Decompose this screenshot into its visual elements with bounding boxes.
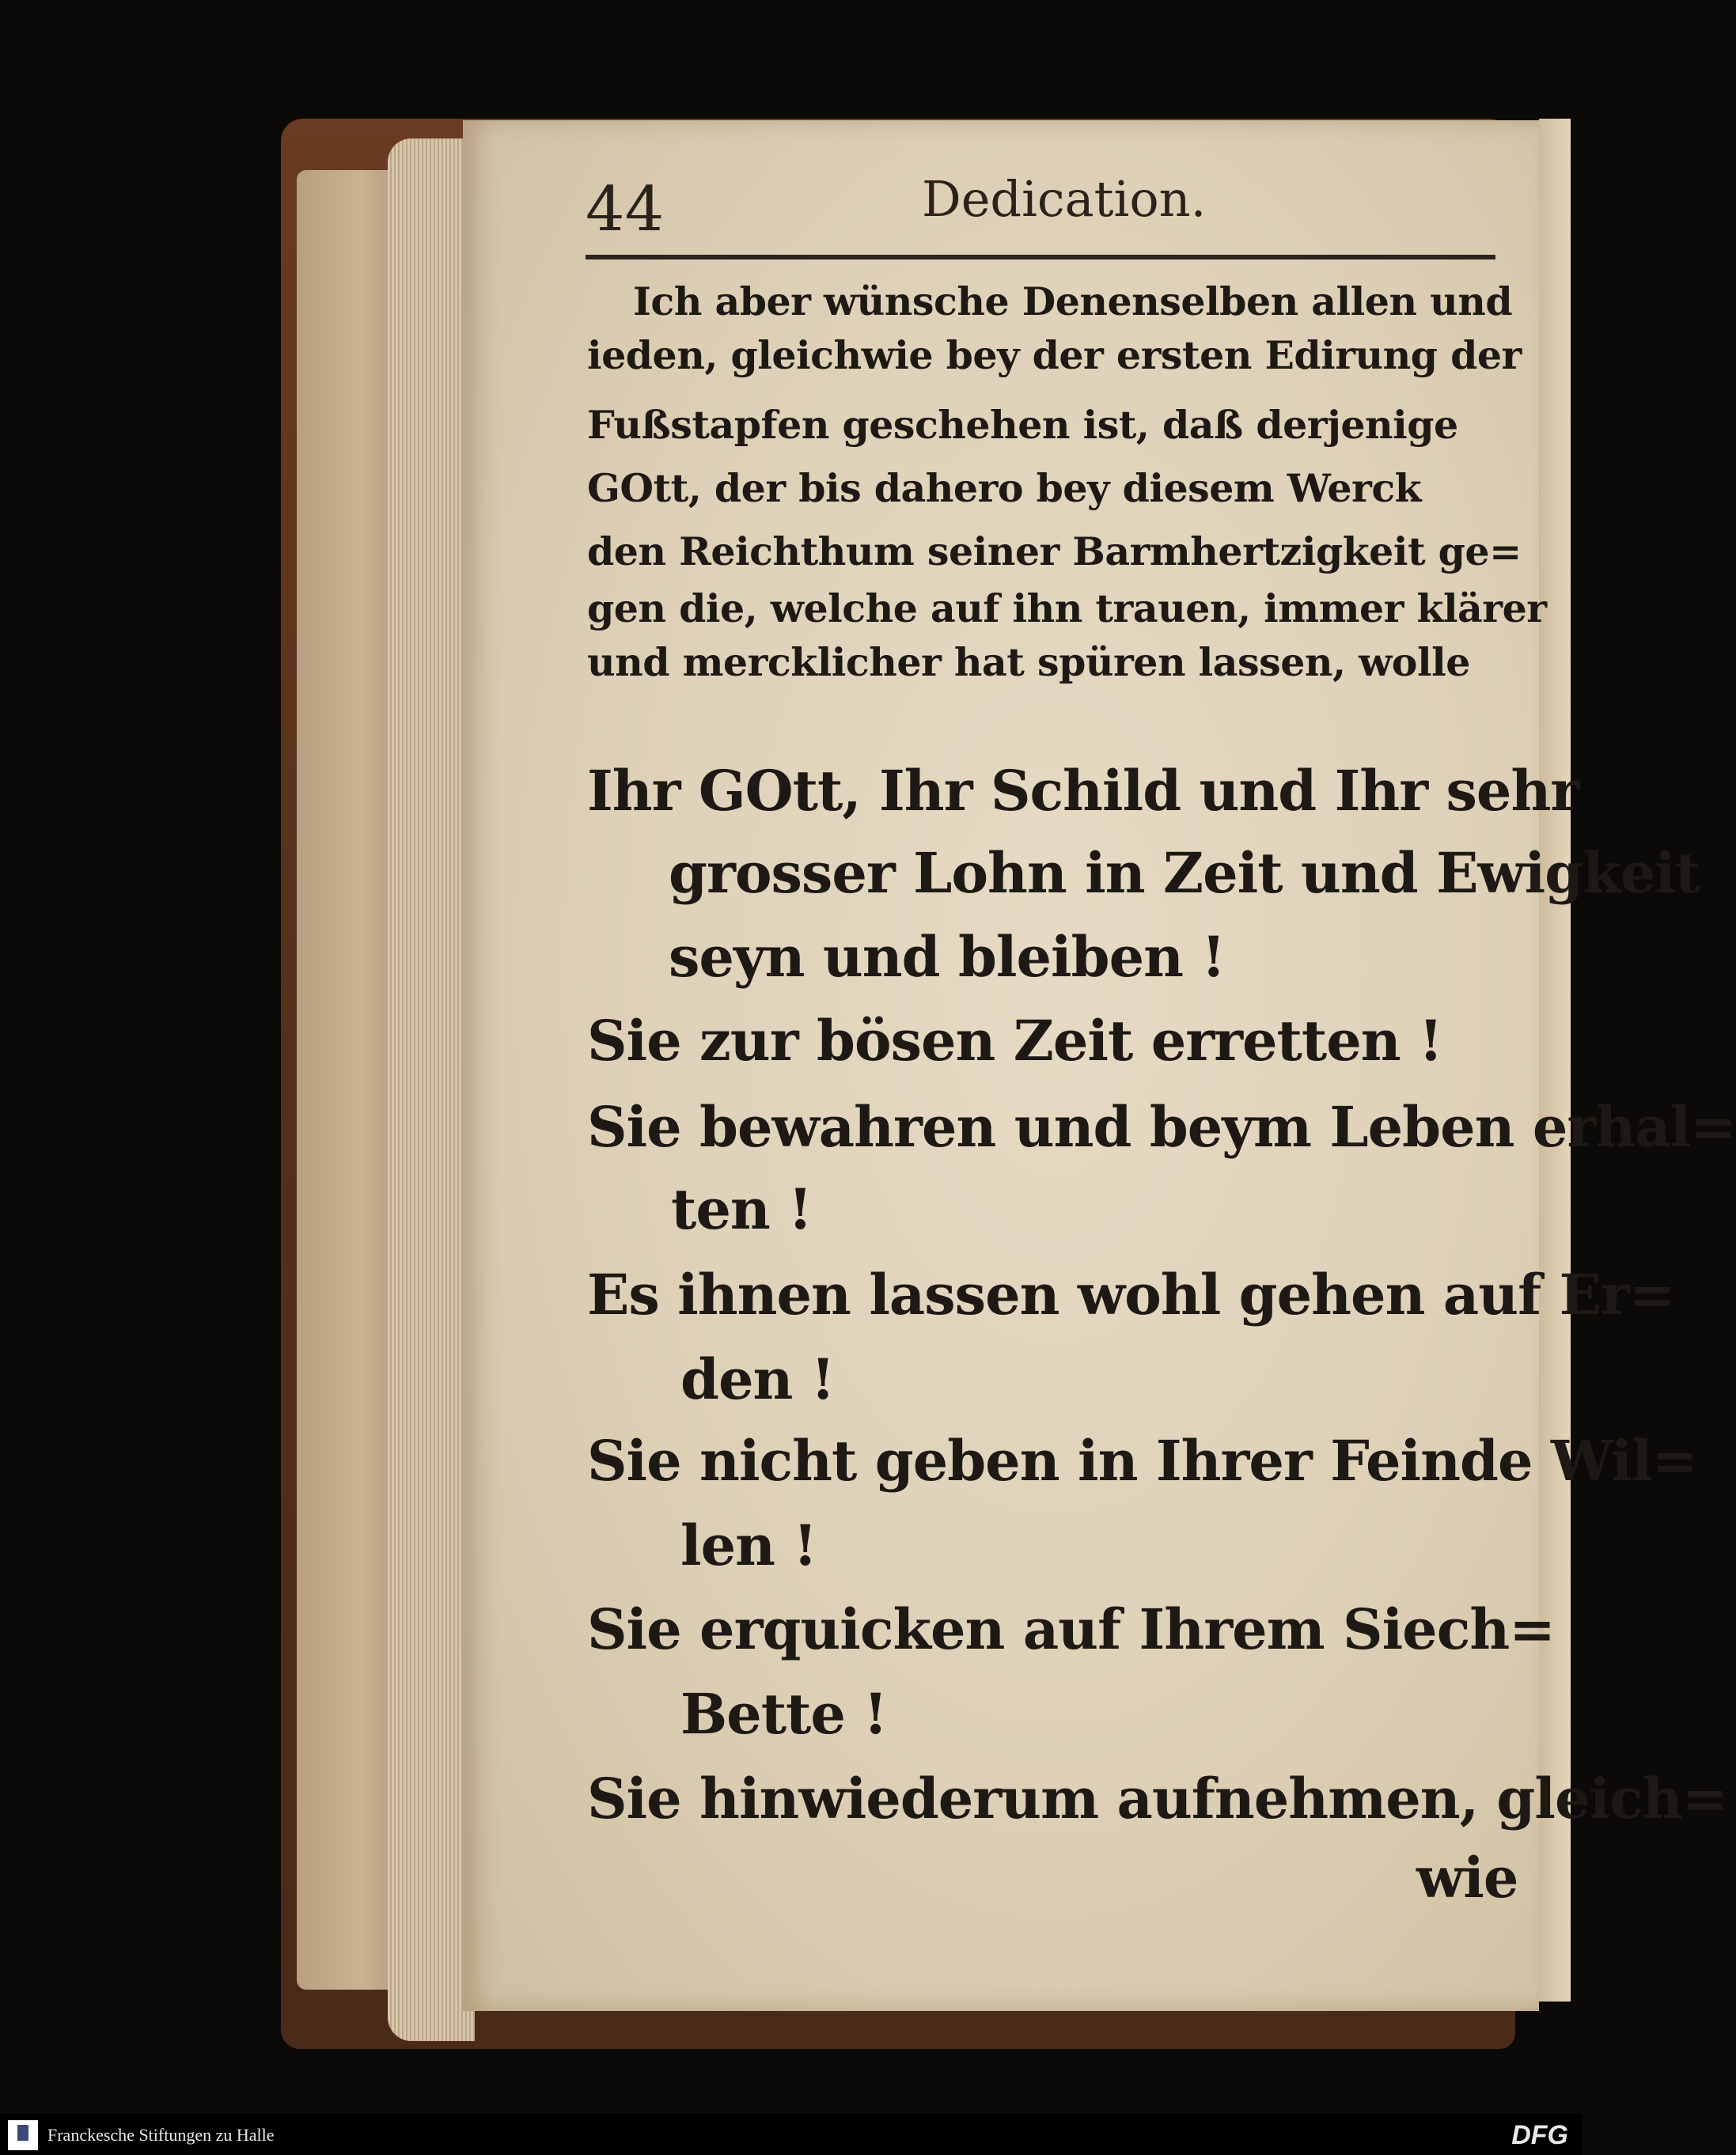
viewer-footer — [0, 2114, 1582, 2155]
page-header — [586, 170, 1507, 245]
catchword: wie — [1416, 1845, 1518, 1911]
wish-line: Sie hinwiederum aufnehmen, gleich= — [587, 1766, 1728, 1831]
wish-line: Es ihnen lassen wohl gehen auf Er= — [587, 1262, 1675, 1327]
text-line: und mercklicher hat spüren lassen, wolle — [587, 639, 1470, 685]
page-block-edges — [388, 138, 475, 2041]
wish-line: seyn und bleiben ! — [669, 924, 1226, 990]
wish-line: Sie zur bösen Zeit erretten ! — [587, 1008, 1442, 1074]
text-line: den Reichthum seiner Barmhertzigkeit ge= — [587, 528, 1522, 574]
text-line: Fußstapfen geschehen ist, daß derjenige — [587, 402, 1458, 448]
text-line: Ich aber wünsche Denenselben allen und — [633, 278, 1513, 324]
wish-line: den ! — [680, 1346, 835, 1412]
facing-page-edge — [1539, 119, 1571, 2002]
dfg-logo: DFG — [1511, 2120, 1568, 2150]
text-line: ieden, gleichwie bey der ersten Edirung der — [587, 332, 1522, 378]
header-rule — [586, 255, 1495, 259]
wish-line: Sie erquicken auf Ihrem Siech= — [587, 1596, 1555, 1662]
wish-line: Bette ! — [680, 1681, 888, 1747]
wish-line: grosser Lohn in Zeit und Ewigkeit — [669, 840, 1700, 906]
wish-line: Ihr GOtt, Ihr Schild und Ihr sehr — [587, 758, 1579, 824]
wish-line: ten ! — [671, 1176, 812, 1242]
wish-line: Sie nicht geben in Ihrer Feinde Wil= — [587, 1428, 1698, 1494]
text-line: GOtt, der bis dahero bey diesem Werck — [587, 465, 1422, 511]
institution-logo-icon — [8, 2120, 38, 2150]
text-line: gen die, welche auf ihn trauen, immer klärer — [587, 585, 1547, 631]
wish-line: Sie bewahren und beym Leben erhal= — [587, 1094, 1736, 1160]
institution-name: Franckesche Stiftungen zu Halle — [47, 2125, 275, 2145]
running-head: Dedication. — [922, 170, 1207, 228]
wish-line: len ! — [680, 1513, 817, 1578]
page-number: 44 — [586, 174, 665, 245]
